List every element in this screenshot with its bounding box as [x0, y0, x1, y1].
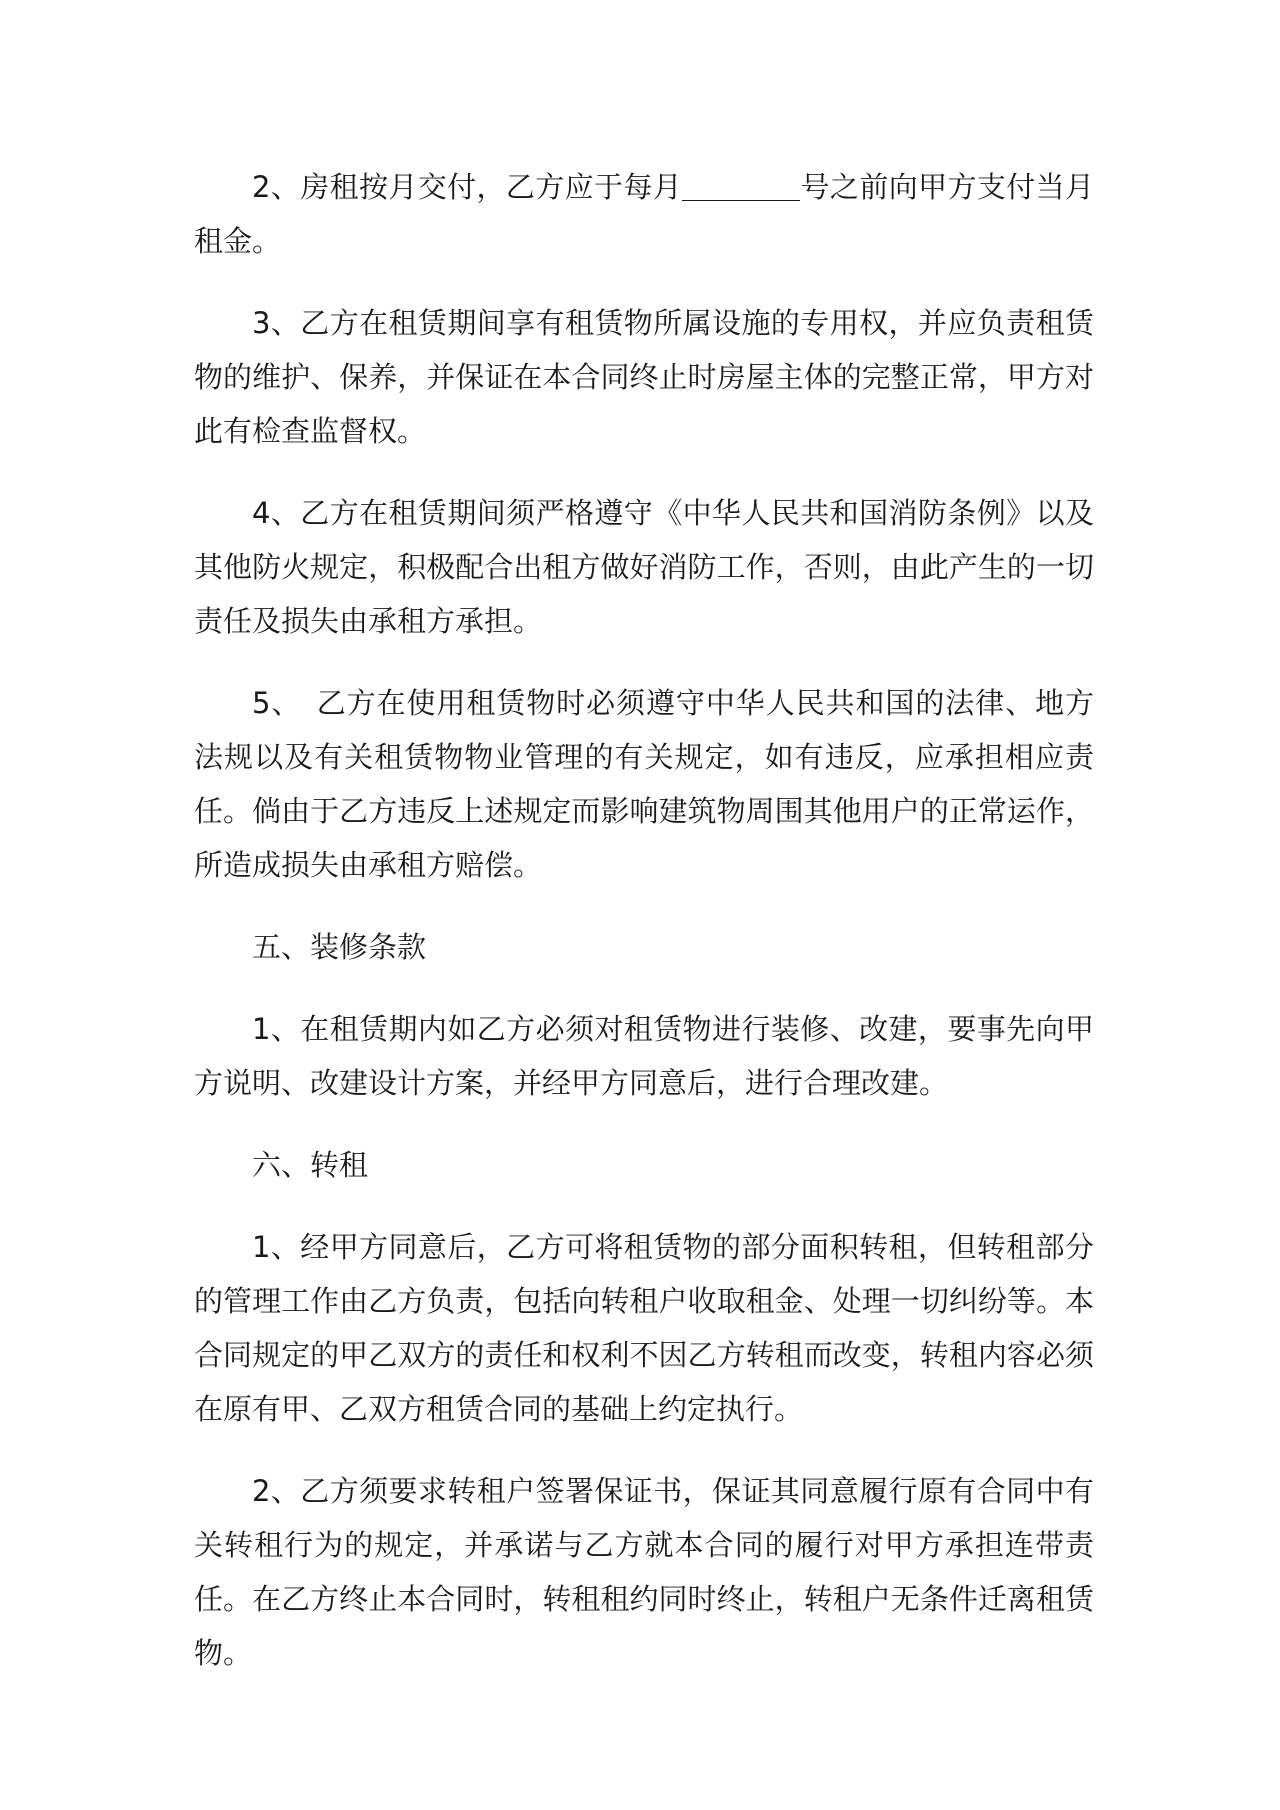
section-heading-sublease: 六、转租	[252, 1148, 369, 1182]
clause-sublease-guarantee: 2、乙方须要求转租户签署保证书，保证其同意履行原有合同中有关转租行为的规定，并承诺与乙方就本合同的履行对甲方承担连带责任。在乙方终止本合同时，转租租约同时终止，转租户无条件迁离租赁物。	[194, 1474, 1094, 1670]
document-body	[194, 160, 1094, 1708]
clause-rent-payment	[194, 160, 1094, 268]
clause-law-compliance: 5、 乙方在使用租赁物时必须遵守中华人民共和国的法律、地方法规以及有关租赁物物业管理的有关规定，如有违反，应承担相应责任。倘由于乙方违反上述规定而影响建筑物周围其他用户的正常运作，所造成损失由承租方赔偿。	[194, 686, 1094, 882]
clause-renovation: 1、在租赁期内如乙方必须对租赁物进行装修、改建，要事先向甲方说明、改建设计方案，并经甲方同意后，进行合理改建。	[194, 1012, 1094, 1100]
clause-fire-safety: 4、乙方在租赁期间须严格遵守《中华人民共和国消防条例》以及其他防火规定，积极配合出租方做好消防工作，否则，由此产生的一切责任及损失由承租方承担。	[194, 496, 1094, 638]
clause-rent-payment-text-before: 2、房租按月交付，乙方应于每月	[252, 170, 683, 204]
section-heading-renovation: 五、装修条款	[252, 930, 427, 964]
rent-day-blank	[682, 171, 800, 201]
clause-facility-use: 3、乙方在租赁期间享有租赁物所属设施的专用权，并应负责租赁物的维护、保养，并保证在本合同终止时房屋主体的完整正常，甲方对此有检查监督权。	[194, 306, 1094, 448]
clause-rent-payment-text-after: 号之前向甲方支付当月租金。	[194, 170, 1094, 258]
clause-sublease-consent: 1、经甲方同意后，乙方可将租赁物的部分面积转租，但转租部分的管理工作由乙方负责，包括向转租户收取租金、处理一切纠纷等。本合同规定的甲乙双方的责任和权利不因乙方转租而改变，转租内容必须在原有甲、乙双方租赁合同的基础上约定执行。	[194, 1230, 1094, 1426]
